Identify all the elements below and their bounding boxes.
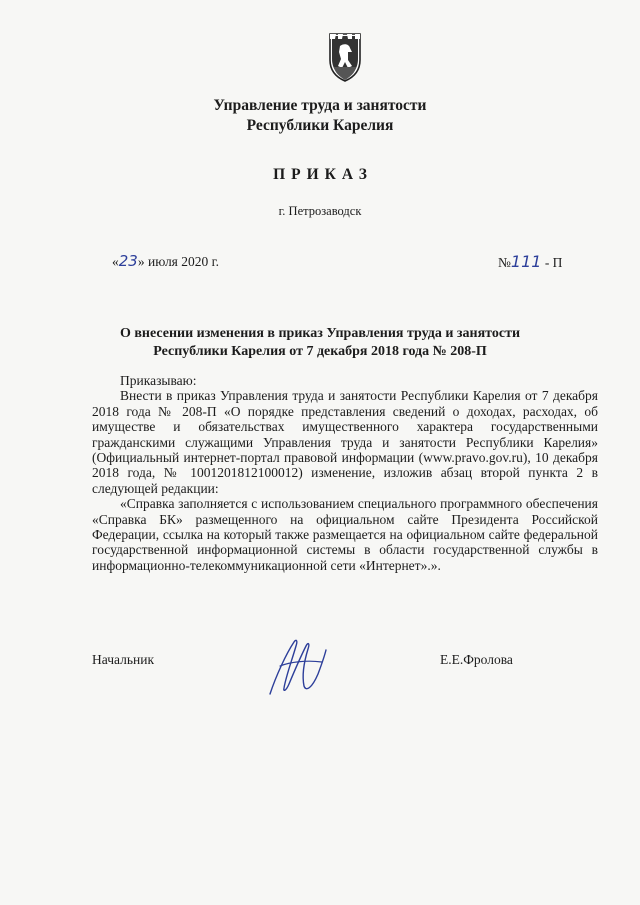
date-open-quote: « (112, 254, 119, 269)
signatory-title: Начальник (92, 652, 155, 667)
date-month-year: » июля 2020 г. (137, 254, 220, 269)
karelia-coat-of-arms-icon (326, 30, 364, 82)
subject-line-1: О внесении изменения в приказ Управления труда и занятости (119, 326, 521, 341)
body-paragraph-1: Приказываю: (120, 373, 197, 388)
order-subject (90, 325, 550, 361)
handwritten-signature (262, 636, 332, 698)
org-line-2: Республики Карелия (246, 117, 394, 134)
signatory-name: Е.Е.Фролова (440, 652, 513, 667)
order-body (92, 373, 598, 573)
org-line-1: Управление труда и занятости (213, 97, 427, 114)
organization-name (0, 96, 640, 136)
number-suffix: - П (544, 255, 563, 270)
city: г. Петрозаводск (278, 204, 362, 218)
order-date (112, 252, 219, 270)
order-number (498, 252, 562, 271)
body-paragraph-3: «Справка заполняется с использованием специального программного обеспечения «Справка БК» размещенного на официальном сайте Президента Российской Федерации, ссылка на который также размещается на официальном сайте федеральной государственной информационной системы в области государственной службы в информационно-телекоммуникационной сети «Интернет».». (92, 496, 598, 573)
number-handwritten: 111 (510, 252, 542, 271)
number-prefix: № (498, 255, 511, 270)
body-paragraph-2: Внести в приказ Управления труда и занятости Республики Карелия от 7 декабря 2018 года № 208-П «О порядке представления сведений о доходах, расходах, об имуществе и обязательствах имущественного характера государственными гражданскими служащими Управления труда и занятости Республики Карелия» (Официальный интернет-портал правовой информации (www.pravo.gov.ru), 10 декабря 2018 года, № 1001201812100012) изменение, изложив абзац второй пункта 2 в следующей редакции: (92, 388, 598, 496)
subject-line-2: Республики Карелия от 7 декабря 2018 года № 208-П (153, 344, 487, 359)
date-day-handwritten: 23 (118, 252, 138, 270)
document-type: ПРИКАЗ (273, 166, 373, 183)
